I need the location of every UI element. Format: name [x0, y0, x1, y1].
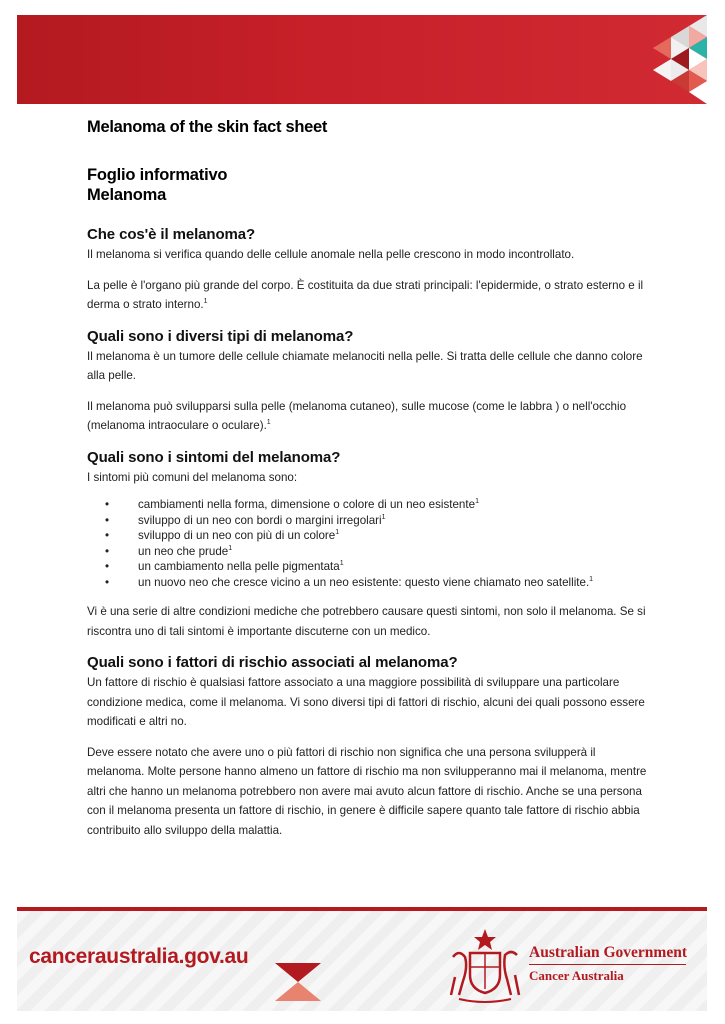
list-item: [87, 513, 647, 529]
government-name: Australian Government: [529, 944, 688, 961]
list-item-text: un cambiamento nella pelle pigmentata: [138, 560, 340, 573]
paragraph: [87, 743, 647, 841]
bullet-icon: •: [105, 544, 110, 558]
triangle-logo-icon: [275, 963, 321, 1001]
footnote-ref: 1: [589, 575, 594, 583]
section-heading: Che cos'è il melanoma?: [87, 226, 256, 243]
list-item: [87, 559, 647, 575]
government-divider: [529, 964, 686, 965]
document-body: [87, 118, 647, 840]
paragraph-text: Vi è una serie di altre condizioni mediche che potrebbero causare questi sintomi, non solo il melanoma. Se si riscontra uno di tali sintomi è importante discuterne con un medico.: [87, 605, 646, 638]
bullet-icon: •: [105, 560, 110, 573]
footer: [17, 911, 707, 1011]
paragraph-text: Il melanoma è un tumore delle cellule chiamate melanociti nella pelle. Si tratta delle cellule che danno colore alla pelle.: [87, 349, 643, 382]
triangle-pattern-icon: [645, 15, 707, 104]
paragraph-text: Il melanoma si verifica quando delle cellule anomale nella pelle crescono in modo incontrollato.: [87, 248, 575, 261]
website-link[interactable]: canceraustralia.gov.au: [29, 945, 249, 968]
paragraph: [87, 245, 647, 265]
bullet-icon: •: [105, 498, 110, 511]
footnote-ref: 1: [381, 513, 386, 521]
footnote-ref: 1: [228, 544, 233, 552]
footnote-ref: 1: [203, 298, 208, 306]
document-title: Melanoma of the skin fact sheet: [87, 118, 328, 136]
list-item: [87, 497, 647, 513]
paragraph: [87, 602, 647, 641]
bullet-icon: •: [105, 575, 110, 589]
section-heading: Quali sono i fattori di rischio associati al melanoma?: [87, 654, 458, 671]
paragraph-text: La pelle è l'organo più grande del corpo. È costituita da due strati principali: l'epidermide, o strato esterno e il derma o strato interno.: [87, 278, 644, 311]
bullet-icon: •: [105, 529, 110, 542]
list-item-text: cambiamenti nella forma, dimensione o colore di un neo esistente: [138, 498, 476, 511]
list-item-text: un neo che prude: [138, 544, 229, 558]
paragraph-text: Deve essere notato che avere uno o più fattori di rischio non significa che una persona svilupperà il melanoma. Molte persone hanno almeno un fattore di rischio ma non svilupperanno mai il melanoma, mentre altri che hanno un melanoma potrebbero non avere mai avuto alcun fattore di rischio. Anche se una persona con il melanoma presenta un fattore di rischio, in genere è difficile sapere quanto tale fattore di rischio abbia contribuito allo sviluppo della malattia.: [87, 745, 647, 837]
bullet-icon: •: [105, 513, 110, 527]
section-heading: Quali sono i sintomi del melanoma?: [87, 448, 341, 466]
paragraph-text: Il melanoma può svilupparsi sulla pelle (melanoma cutaneo), sulle mucose (come le labbra ) o nell'occhio (melanoma intraoculare o oculare).: [87, 399, 627, 432]
footnote-ref: 1: [475, 498, 479, 506]
footnote-ref: 1: [335, 529, 340, 537]
subtitle-line-1: Foglio informativo: [87, 166, 228, 184]
list-item: [87, 575, 647, 591]
document-subtitle: [87, 165, 647, 205]
paragraph-text: I sintomi più comuni del melanoma sono:: [87, 470, 298, 484]
list-item: [87, 528, 647, 544]
footnote-ref: 1: [339, 560, 344, 568]
subtitle-line-2: Melanoma: [87, 186, 167, 204]
footnote-ref: 1: [266, 419, 271, 427]
paragraph: [87, 276, 647, 315]
paragraph-text: Un fattore di rischio è qualsiasi fattore associato a una maggiore possibilità di sviluppare una particolare condizione medica, come il melanoma. Vi sono diversi tipi di fattori di rischio, alcuni dei quali possono essere modificati e altri no.: [87, 676, 645, 728]
list-item-text: sviluppo di un neo con bordi o margini irregolari: [138, 513, 382, 527]
paragraph: [87, 347, 647, 386]
paragraph: [87, 673, 647, 732]
coat-of-arms-icon: [445, 927, 525, 1007]
section-heading: Quali sono i diversi tipi di melanoma?: [87, 327, 354, 345]
list-item-text: sviluppo di un neo con più di un colore: [138, 529, 336, 542]
agency-name: Cancer Australia: [529, 968, 624, 983]
list-item: [87, 544, 647, 560]
header-banner: [17, 15, 707, 104]
paragraph: [87, 397, 647, 436]
paragraph: [87, 468, 647, 488]
symptom-list: [87, 497, 647, 590]
list-item-text: un nuovo neo che cresce vicino a un neo esistente: questo viene chiamato neo satellite.: [138, 575, 590, 589]
